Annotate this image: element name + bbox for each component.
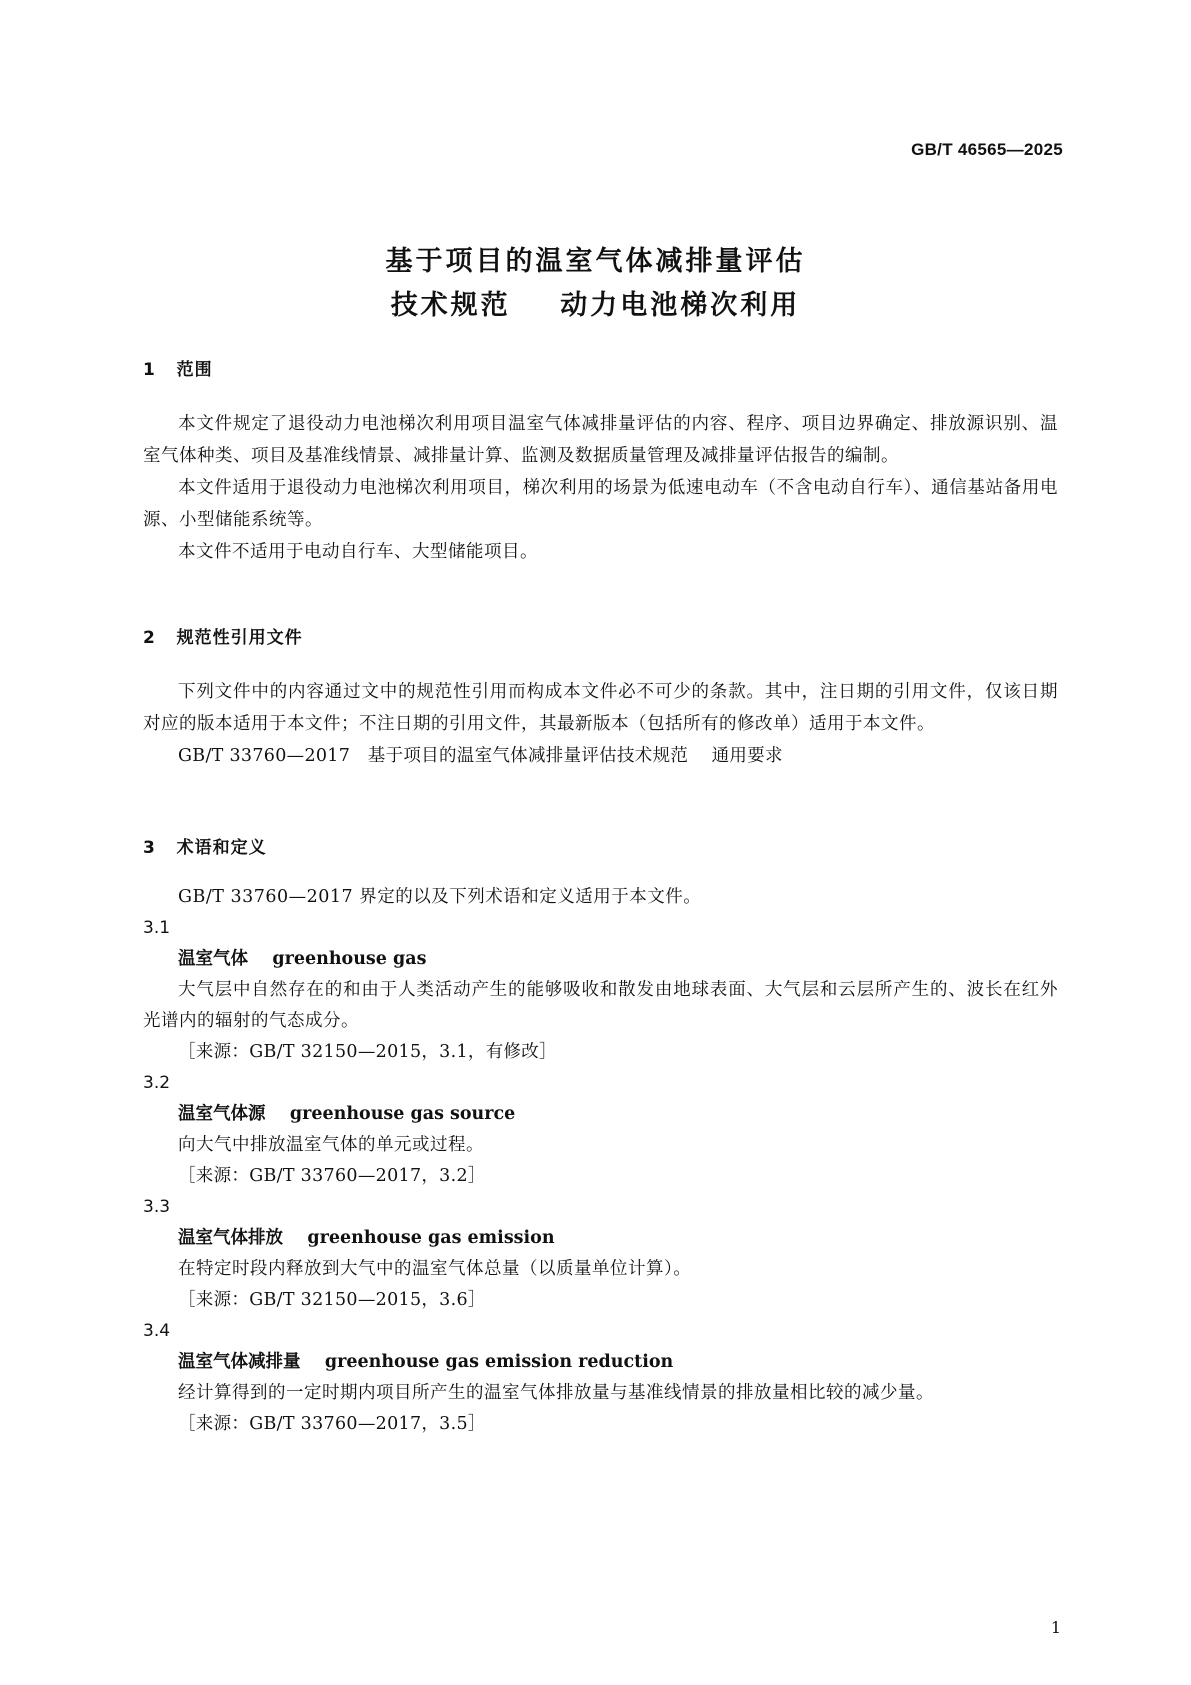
section-terms-definitions [143,832,1058,1440]
term-source: ［来源：GB/T 32150—2015，3.6］ [178,1290,486,1310]
term-clause-number: 3.2 [143,1073,171,1093]
standard-number: GB/T 46565—2025 [911,140,1063,159]
term-source: ［来源：GB/T 33760—2017，3.2］ [178,1166,486,1186]
term-entry [143,1316,1058,1440]
term-name: 温室气体源 greenhouse gas source [178,1104,516,1124]
title-line-1: 基于项目的温室气体减排量评估 [385,246,806,277]
term-definition: 大气层中自然存在的和由于人类活动产生的能够吸收和散发由地球表面、大气层和云层所产生的、波长在红外光谱内的辐射的气态成分。 [143,980,1058,1031]
term-definition: 向大气中排放温室气体的单元或过程。 [178,1135,484,1155]
term-clause-number: 3.1 [143,918,171,938]
section-heading-scope: 1 范围 [143,360,213,380]
scope-paragraph-3: 本文件不适用于电动自行车、大型储能项目。 [178,542,538,562]
section-scope [143,354,1058,568]
reference-item: GB/T 33760—2017 基于项目的温室气体减排量评估技术规范 通用要求 [178,746,783,766]
term-entry [143,1068,1058,1192]
document-title [0,240,1191,328]
term-definition: 经计算得到的一定时期内项目所产生的温室气体排放量与基准线情景的排放量相比较的减少量。 [178,1383,934,1403]
page-number: 1 [1050,1618,1061,1637]
term-clause-number: 3.4 [143,1321,171,1341]
term-definition: 在特定时段内释放到大气中的温室气体总量（以质量单位计算）。 [178,1259,692,1279]
title-line-2: 技术规范 动力电池梯次利用 [390,290,801,321]
term-entry [143,1192,1058,1316]
term-source: ［来源：GB/T 33760—2017，3.5］ [178,1414,486,1434]
term-name: 温室气体排放 greenhouse gas emission [178,1228,555,1248]
scope-paragraph-1: 本文件规定了退役动力电池梯次利用项目温室气体减排量评估的内容、程序、项目边界确定、排放源识别、温室气体种类、项目及基准线情景、减排量计算、监测及数据质量管理及减排量评估报告的编制。 [143,414,1058,466]
term-source: ［来源：GB/T 32150—2015，3.1，有修改］ [178,1042,557,1062]
terms-intro-paragraph: GB/T 33760—2017 界定的以及下列术语和定义适用于本文件。 [178,887,702,907]
section-heading-terms: 3 术语和定义 [143,838,267,858]
term-entry [143,913,1058,1068]
term-name: 温室气体 greenhouse gas [178,949,427,969]
section-normative-references [143,622,1058,772]
term-clause-number: 3.3 [143,1197,171,1217]
references-paragraph: 下列文件中的内容通过文中的规范性引用而构成本文件必不可少的条款。其中，注日期的引用文件，仅该日期对应的版本适用于本文件；不注日期的引用文件，其最新版本（包括所有的修改单）适用于本文件。 [143,682,1058,734]
section-heading-references: 2 规范性引用文件 [143,628,303,648]
scope-paragraph-2: 本文件适用于退役动力电池梯次利用项目，梯次利用的场景为低速电动车（不含电动自行车）、通信基站备用电源、小型储能系统等。 [143,478,1058,530]
term-name: 温室气体减排量 greenhouse gas emission reduction [178,1352,674,1372]
